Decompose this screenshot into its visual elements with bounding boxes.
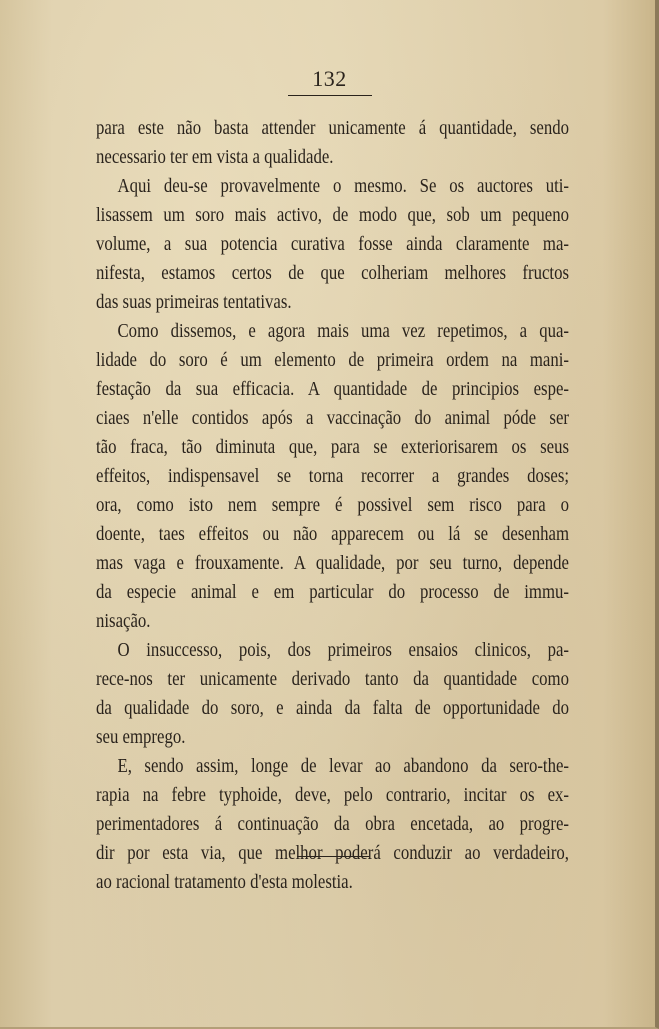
text-line: tão fraca, tão diminuta que, para se exteriorisarem os seus xyxy=(96,437,569,458)
text-line: ora, como isto nem sempre é possivel sem risco para o xyxy=(96,495,569,516)
text-line: lidade do soro é um elemento de primeira ordem na mani- xyxy=(96,350,569,371)
text-line: perimentadores á continuação da obra encetada, ao progre- xyxy=(96,814,569,835)
text-line: effeitos, indispensavel se torna recorrer a grandes doses; xyxy=(96,466,569,487)
text-line: da especie animal e em particular do processo de immu- xyxy=(96,582,569,603)
text-line: lisassem um soro mais activo, de modo que, sob um pequeno xyxy=(96,205,569,226)
text-line: das suas primeiras tentativas. xyxy=(96,292,292,313)
text-line: ciaes n'elle contidos após a vaccinação do animal póde ser xyxy=(96,408,569,429)
end-of-chapter-rule xyxy=(297,856,369,857)
text-line: rapia na febre typhoide, deve, pelo contrario, incitar os ex- xyxy=(96,785,569,806)
text-line: rece-nos ter unicamente derivado tanto da quantidade como xyxy=(96,669,569,690)
page-number: 132 xyxy=(312,66,347,91)
body-text xyxy=(96,114,569,897)
text-line: dir por esta via, que melhor poderá conduzir ao verdadeiro, xyxy=(96,843,569,864)
text-line: mas vaga e frouxamente. A qualidade, por seu turno, depende xyxy=(96,553,569,574)
text-line: seu emprego. xyxy=(96,727,186,748)
text-line: doente, taes effeitos ou não apparecem ou lá se desenham xyxy=(96,524,569,545)
text-line: nifesta, estamos certos de que colheriam melhores fructos xyxy=(96,263,569,284)
text-line: Como dissemos, e agora mais uma vez repetimos, a qua- xyxy=(117,321,569,342)
text-line: festação da sua efficacia. A quantidade de principios espe- xyxy=(96,379,569,400)
text-line: O insuccesso, pois, dos primeiros ensaios clinicos, pa- xyxy=(117,640,569,661)
text-line: necessario ter em vista a qualidade. xyxy=(96,147,334,168)
page-number-rule xyxy=(288,95,372,96)
text-line: Aqui deu-se provavelmente o mesmo. Se os auctores uti- xyxy=(117,176,569,197)
text-line: E, sendo assim, longe de levar ao abandono da sero-the- xyxy=(117,756,569,777)
text-line: da qualidade do soro, e ainda da falta de opportunidade do xyxy=(96,698,569,719)
text-line: ao racional tratamento d'esta molestia. xyxy=(96,872,353,893)
text-line: volume, a sua potencia curativa fosse ainda claramente ma- xyxy=(96,234,569,255)
text-line: para este não basta attender unicamente á quantidade, sendo xyxy=(96,118,569,139)
text-line: nisação. xyxy=(96,611,151,632)
